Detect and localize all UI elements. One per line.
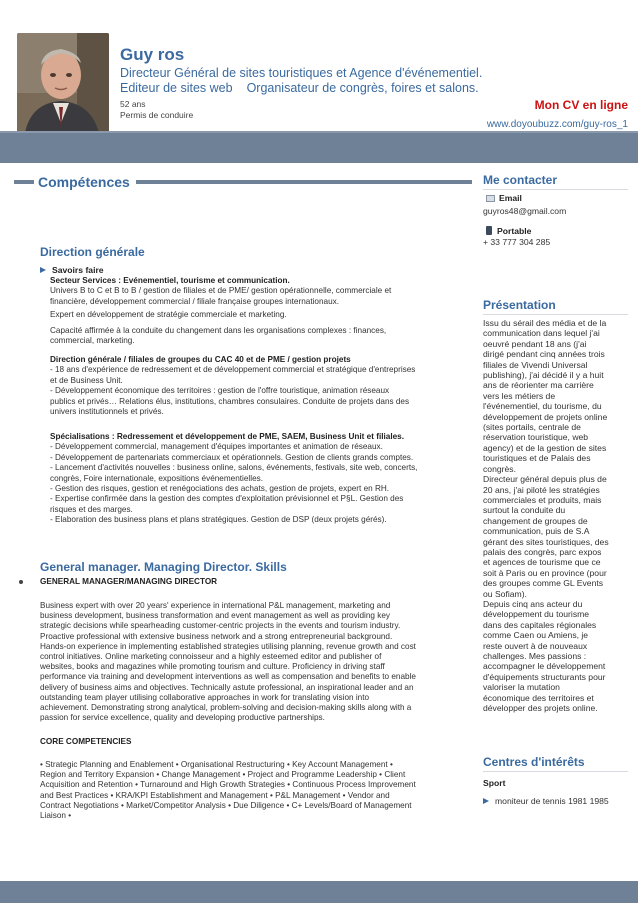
text-line: - Lancement d'activités nouvelles : business online, salons, événements, festivals, site web, concerts, xyxy=(50,463,418,473)
text-line: ou Sofiam). xyxy=(483,588,527,599)
core-competencies-heading: CORE COMPETENCIES xyxy=(40,737,132,746)
competence-block-2 xyxy=(50,355,450,417)
text-line: oeuvré pendant 18 ans (j'ai xyxy=(483,338,587,349)
text-line: websites, books and magazines while promoting tourism and culture. Proficiency in driving staff xyxy=(40,662,385,672)
text-line: Capacité affirmée à la conduite du changement dans les organisations complexes : finances, xyxy=(50,325,387,335)
text-line: ans de réorienter ma carrière xyxy=(483,380,594,391)
presentation-title: Présentation xyxy=(483,298,556,312)
savoirs-faire-label: Savoirs faire xyxy=(52,265,104,275)
text-line: - 18 ans d'expérience de redressement et de développement commercial et stratégique d'entreprises xyxy=(50,365,416,375)
text-line: publishing), j'ai décidé il y a huit xyxy=(483,370,604,381)
text-line: - Gestion des risques, gestion et renégociations des achats, gestion de projets, expert en RH. xyxy=(50,484,390,494)
online-cv-url[interactable]: www.doyoubuzz.com/guy-ros_1 xyxy=(486,119,628,130)
divider xyxy=(483,771,628,772)
text-line: Liaison • xyxy=(40,811,72,821)
text-line: dirigé pendant cinq années trois xyxy=(483,349,605,360)
divider xyxy=(136,180,472,184)
email-label-text: Email xyxy=(499,193,522,203)
direction-generale-title: Direction générale xyxy=(40,245,145,259)
text-line: delivery of business aims and objectives. Technically astute professional, an inspirational leader and an xyxy=(40,682,414,692)
text-line: réservation touristique, web xyxy=(483,432,589,443)
text-line: achievement. Demonstrating strong analytical, problem-solving and decision-making skills along with a xyxy=(40,703,412,713)
age: 52 ans xyxy=(120,99,146,109)
text-line: communication, puis de S.A xyxy=(483,526,590,537)
text-line: congrès. xyxy=(483,463,516,474)
general-manager-title: General manager. Managing Director. Skills xyxy=(40,560,287,574)
competence-block-1 xyxy=(50,276,450,346)
text-line: Region and Territory Expansion • Change Management • Project and Programme Leadership • Client xyxy=(40,770,406,780)
text-line: comme Caen ou Amiens, je xyxy=(483,630,589,641)
phone-value[interactable]: + 33 777 304 285 xyxy=(483,237,551,247)
text-line: publics et privés… Relations élus, institutions, chambres consulaires. Conduite de projets dans des xyxy=(50,396,410,406)
bullet-dot-icon xyxy=(19,580,23,584)
interest-item-text: moniteur de tennis 1981 1985 xyxy=(495,796,609,806)
text-line: et de Business Unit. xyxy=(50,375,123,385)
gm-heading: GENERAL MANAGER/MANAGING DIRECTOR xyxy=(40,577,218,586)
text-line: soit à Paris ou en province (pour xyxy=(483,567,607,578)
gm-paragraph xyxy=(40,601,440,723)
divider xyxy=(14,180,34,184)
email-value[interactable]: guyros48@gmail.com xyxy=(483,206,567,216)
text-line: Issu du sérail des média et de la xyxy=(483,318,607,328)
phone-label xyxy=(484,226,531,236)
text-line: changement de groupes de xyxy=(483,515,588,526)
text-line: développement de projets online xyxy=(483,411,608,422)
mobile-phone-icon xyxy=(486,226,492,235)
triangle-bullet-icon xyxy=(40,267,46,273)
job-title-line2 xyxy=(120,81,479,95)
text-line: développement du tourisme xyxy=(483,609,590,620)
text-line: congrès, Foire internationale, expositions événementielles. xyxy=(50,473,263,483)
text-line: touristiques et de Palais des xyxy=(483,453,591,464)
text-line: palais des congrès, parc expos xyxy=(483,546,602,557)
text-line: surtout la conduite du xyxy=(483,505,566,516)
text-line: reste ouvert à de nouveaux xyxy=(483,640,588,651)
driving-licence: Permis de conduire xyxy=(120,110,194,120)
text-line: business development, business transformation and event management as well as providing key xyxy=(40,611,390,621)
text-line: Directeur général depuis plus de xyxy=(483,474,607,485)
job-title-organizer: Organisateur de congrès, foires et salons. xyxy=(246,81,479,95)
competences-header xyxy=(14,174,472,190)
text-line: univers institutionnels et privés. xyxy=(50,407,164,417)
text-line: Depuis cinq ans acteur du xyxy=(483,598,583,609)
text-line: - Expertise confirmée dans la gestion des comptes d'exploitation prévisionnel et P§L. Gestion des xyxy=(50,494,404,504)
interests-title: Centres d'intérêts xyxy=(483,755,585,769)
divider xyxy=(483,314,628,315)
text-line: valoriser la mutation xyxy=(483,682,560,693)
text-line: d'équipements structurants pour xyxy=(483,671,606,682)
job-title-line1: Directeur Général de sites touristiques et Agence d'événementiel. xyxy=(120,66,483,80)
text-line: communication dans lequel j'ai xyxy=(483,328,600,339)
text-line: Hands-on experience in implementing established strategies utilising planning, revenue growth and cost xyxy=(40,641,416,651)
job-title-web-editor: Editeur de sites web xyxy=(120,81,233,95)
text-line: and Best Practices • KRA/KPI Establishment and Management • P&L Management • Vendor and xyxy=(40,790,390,800)
text-line: agency) et de la gestion de sites xyxy=(483,442,607,453)
text-line: l'événementiel, du tourisme, du xyxy=(483,401,602,412)
text-line: • Strategic Planning and Enablement • Organisational Restructuring • Key Account Management • xyxy=(40,760,393,769)
text-line: Acquisition and Retention • Turnaround and High Growth Strategies • Continuous Process Improvement xyxy=(40,780,416,790)
text-line: Spécialisations : Redressement et développement de PME, SAEM, Business Unit et filiales. xyxy=(50,432,404,441)
text-line: Business expert with over 20 years' experience in international P&L management, marketing and xyxy=(40,601,391,610)
core-competencies-list xyxy=(40,760,440,821)
envelope-icon xyxy=(486,195,495,202)
divider xyxy=(483,189,628,190)
text-line: passion for service excellence, quality and developing productive partnerships. xyxy=(40,713,325,723)
text-line: accompagner le développement xyxy=(483,661,606,672)
text-line: - Elaboration des business plans et plans stratégiques. Gestion de DSP (deux projets gérés). xyxy=(50,515,387,525)
text-line: - Développement commercial, management d'équipes importantes et animation de réseaux. xyxy=(50,442,383,452)
presentation-text xyxy=(483,318,623,713)
text-line: et agences de tourisme que ce xyxy=(483,557,601,568)
footer-band xyxy=(0,881,638,903)
triangle-bullet-icon xyxy=(483,798,489,804)
text-line: strategic decisions while spearheading customer-centric projects in the events and tourism industry. xyxy=(40,621,401,631)
text-line: Proactive professional with extensive business network and a strong entrepreneurial background. xyxy=(40,631,393,641)
competences-title: Compétences xyxy=(38,174,130,190)
text-line: gérant des sites touristiques, des xyxy=(483,536,609,547)
text-line: financière, développement commercial / filiale française groupes internationaux. xyxy=(50,296,339,306)
text-line: control initiatives. Online marketing connoisseur and a highly esteemed editor and publisher of xyxy=(40,652,382,662)
text-line: Contract Negotiations • Market/Competitor Analysis • Due Diligence • C+ Levels/Board of Management xyxy=(40,800,412,810)
text-line: filiales de Vivendi Universal xyxy=(483,359,588,370)
text-line: outstanding team player utilising collaborative approaches in work for translating vision into xyxy=(40,692,370,702)
online-cv-link[interactable]: Mon CV en ligne xyxy=(534,98,628,112)
phone-label-text: Portable xyxy=(497,226,532,236)
text-line: dans des capitales régionales xyxy=(483,619,597,630)
profile-photo xyxy=(17,33,109,133)
text-line: performance via training and development interventions as well as compensation and benefits to enable xyxy=(40,672,416,682)
text-line: Expert en développement de stratégie commerciale et marketing. xyxy=(50,310,287,320)
text-line: Univers B to C et B to B / gestion de filiales et de PME/ gestion opérationnelle, commerciale et xyxy=(50,286,392,296)
text-line: économique des territoires et xyxy=(483,692,594,703)
text-line: 20 ans, j'ai piloté les stratégies xyxy=(483,484,600,495)
contact-title: Me contacter xyxy=(483,173,558,187)
interest-category: Sport xyxy=(483,778,506,788)
text-line: (sites portails, centrale de xyxy=(483,422,581,433)
full-name: Guy ros xyxy=(120,45,185,64)
text-line: - Développement de partenariats commerciaux et opérationnels. Gestion de clients grands comptes. xyxy=(50,452,414,462)
text-line: vers les métiers de xyxy=(483,390,556,401)
text-line: Secteur Services : Evénementiel, tourisme et communication. xyxy=(50,276,290,285)
text-line: commercial, marketing. xyxy=(50,336,135,346)
text-line: risques et des marges. xyxy=(50,504,133,514)
text-line: commerciales et produits, mais xyxy=(483,494,602,505)
text-line: Direction générale / filiales de groupes du CAC 40 et de PME / gestion projets xyxy=(50,355,351,364)
header-band xyxy=(0,131,638,163)
text-line: challenges. Mes passions : xyxy=(483,651,587,661)
savoirs-faire xyxy=(40,265,104,275)
email-label xyxy=(486,193,522,203)
text-line: développer des projets online. xyxy=(483,703,598,714)
text-line: - Développement économique des territoires : gestion de l'offre touristique, animation réseaux xyxy=(50,386,390,396)
text-line: des groupes comme GL Events xyxy=(483,578,604,589)
interest-item xyxy=(483,796,609,806)
competence-block-3 xyxy=(50,432,450,526)
